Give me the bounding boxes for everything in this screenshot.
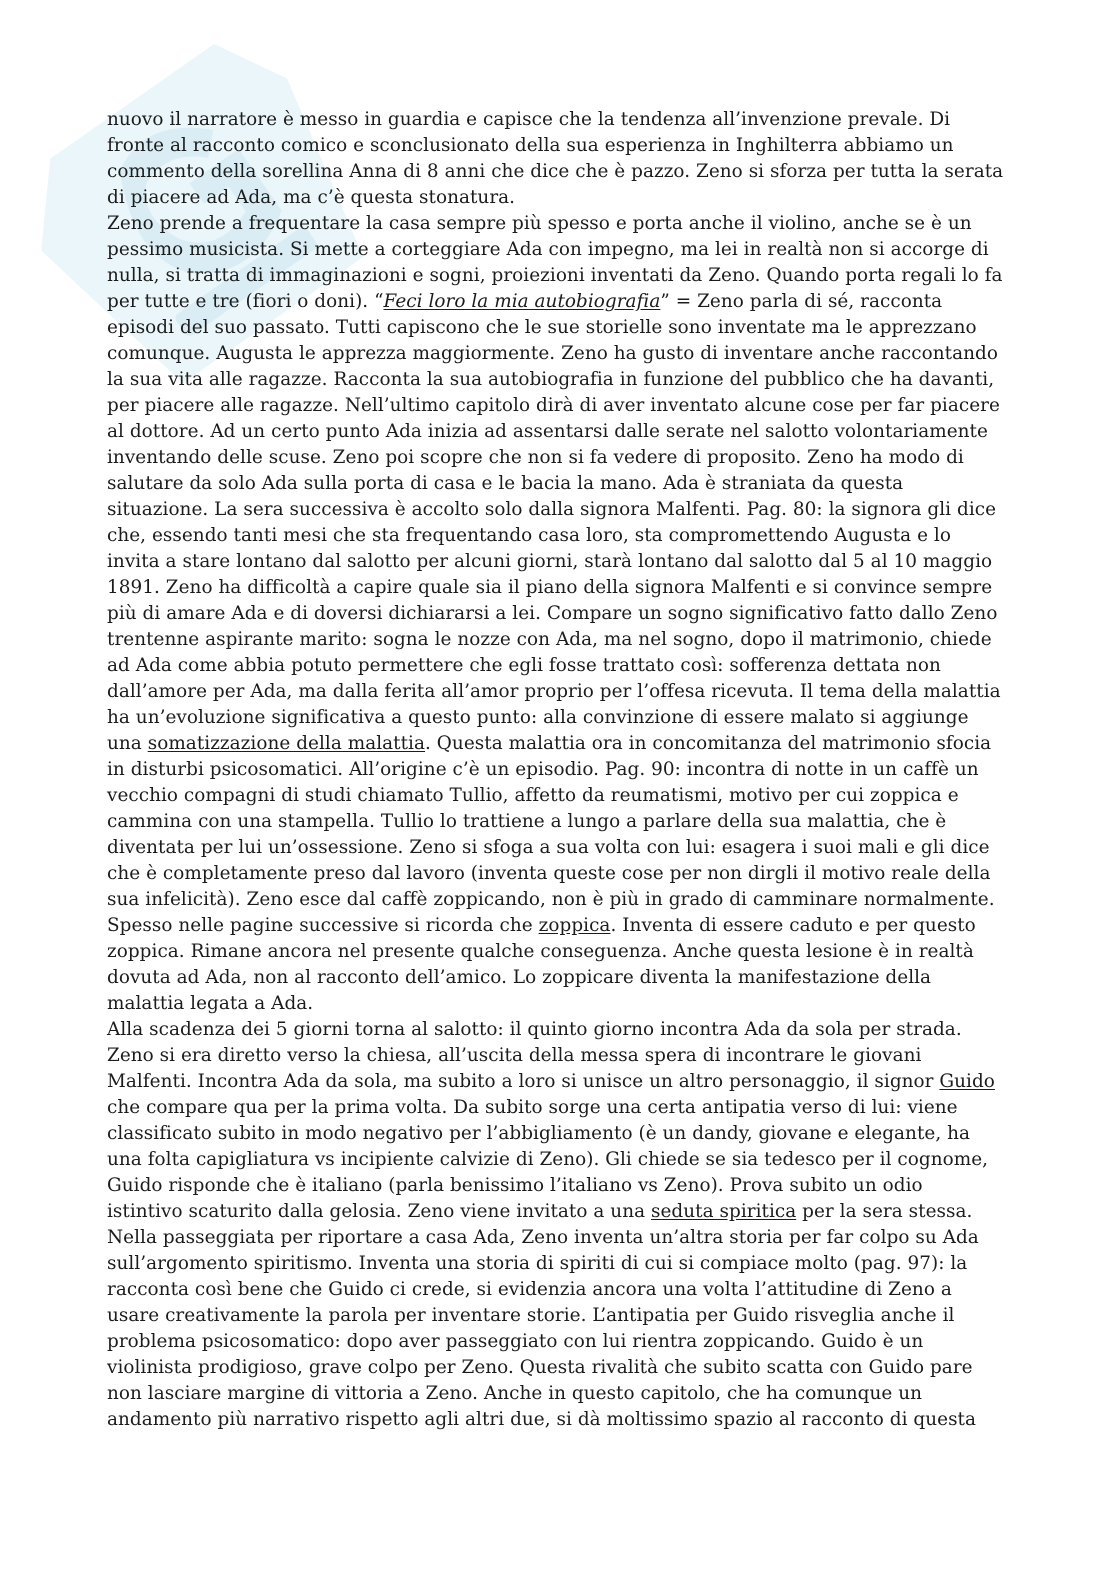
text-line <box>107 523 1007 549</box>
text-run: violinista prodigioso, grave colpo per Zeno. Questa rivalità che subito scatta con Guido pare <box>107 1357 973 1378</box>
text-run: usare creativamente la parola per inventare storie. L’antipatia per Guido risveglia anche il <box>107 1305 955 1326</box>
text-line <box>107 1147 1007 1173</box>
text-line <box>107 1095 1007 1121</box>
text-run: zoppica. Rimane ancora nel presente qualche conseguenza. Anche questa lesione è in realtà <box>107 941 974 962</box>
text-line <box>107 679 1007 705</box>
text-run: Malfenti. Incontra Ada da sola, ma subito a loro si unisce un altro personaggio, il signor <box>107 1071 940 1092</box>
text-run: problema psicosomatico: dopo aver passeggiato con lui rientra zoppicando. Guido è un <box>107 1331 924 1352</box>
text-run: la sua vita alle ragazze. Racconta la sua autobiografia in funzione del pubblico che ha davanti, <box>107 369 995 390</box>
text-run: non lasciare margine di vittoria a Zeno. Anche in questo capitolo, che ha comunque un <box>107 1383 922 1404</box>
text-line <box>107 1407 1007 1433</box>
text-run: Guido risponde che è italiano (parla benissimo l’italiano vs Zeno). Prova subito un odio <box>107 1175 923 1196</box>
text-run: sua infelicità). Zeno esce dal caffè zoppicando, non è più in grado di camminare normalmente. <box>107 889 995 910</box>
text-line <box>107 965 1007 991</box>
text-run: più di amare Ada e di doversi dichiararsi a lei. Compare un sogno significativo fatto dallo Zeno <box>107 603 998 624</box>
text-run: Alla scadenza dei 5 giorni torna al salotto: il quinto giorno incontra Ada da sola per strada. <box>107 1019 962 1040</box>
text-line <box>107 289 1007 315</box>
text-run: al dottore. Ad un certo punto Ada inizia ad assentarsi dalle serate nel salotto volontariamente <box>107 421 988 442</box>
text-run: nuovo il narratore è messo in guardia e capisce che la tendenza all’invenzione prevale. Di <box>107 109 951 130</box>
text-line <box>107 445 1007 471</box>
text-run: ad Ada come abbia potuto permettere che egli fosse trattato così: sofferenza dettata non <box>107 655 941 676</box>
text-line <box>107 419 1007 445</box>
paragraph <box>107 211 1007 1017</box>
emphasized-text: somatizzazione della malattia <box>147 733 426 754</box>
text-line <box>107 315 1007 341</box>
text-run: di piacere ad Ada, ma c’è questa stonatura. <box>107 187 516 208</box>
text-line <box>107 211 1007 237</box>
text-run: vecchio compagni di studi chiamato Tullio, affetto da reumatismi, motivo per cui zoppica e <box>107 785 959 806</box>
text-run: ha un’evoluzione significativa a questo punto: alla convinzione di essere malato si aggiunge <box>107 707 969 728</box>
text-run: malattia legata a Ada. <box>107 993 314 1014</box>
emphasized-text: zoppica <box>538 915 611 936</box>
emphasized-text: seduta spiritica <box>651 1201 797 1222</box>
text-run: per la sera stessa. <box>796 1201 973 1222</box>
text-run: comunque. Augusta le apprezza maggiormente. Zeno ha gusto di inventare anche raccontando <box>107 343 998 364</box>
text-run: che compare qua per la prima volta. Da subito sorge una certa antipatia verso di lui: viene <box>107 1097 958 1118</box>
text-line <box>107 575 1007 601</box>
text-line <box>107 601 1007 627</box>
text-run: commento della sorellina Anna di 8 anni che dice che è pazzo. Zeno si sforza per tutta la serata <box>107 161 1004 182</box>
paragraph <box>107 107 1007 211</box>
text-line <box>107 263 1007 289</box>
text-line <box>107 653 1007 679</box>
text-run: Nella passeggiata per riportare a casa Ada, Zeno inventa un’altra storia per far colpo su Ada <box>107 1227 979 1248</box>
text-run: situazione. La sera successiva è accolto solo dalla signora Malfenti. Pag. 80: la signora gli dice <box>107 499 997 520</box>
emphasized-text: Feci loro la mia autobiografia <box>383 291 661 312</box>
emphasized-text: Guido <box>939 1071 995 1092</box>
text-line <box>107 549 1007 575</box>
text-line <box>107 1043 1007 1069</box>
text-line <box>107 1251 1007 1277</box>
text-run: una folta capigliatura vs incipiente calvizie di Zeno). Gli chiede se sia tedesco per il cognome, <box>107 1149 989 1170</box>
text-run: cammina con una stampella. Tullio lo trattiene a lungo a parlare della sua malattia, che è <box>107 811 947 832</box>
text-line <box>107 341 1007 367</box>
text-run: Zeno prende a frequentare la casa sempre più spesso e porta anche il violino, anche se è un <box>107 213 972 234</box>
text-run: ” = Zeno parla di sé, racconta <box>660 291 943 312</box>
text-run: dall’amore per Ada, ma dalla ferita all’amor proprio per l’offesa ricevuta. Il tema della malattia <box>107 681 1001 702</box>
text-run: per tutte e tre (fiori o doni). “ <box>107 291 384 312</box>
text-line <box>107 913 1007 939</box>
text-line <box>107 471 1007 497</box>
text-line <box>107 887 1007 913</box>
text-line <box>107 627 1007 653</box>
text-run: salutare da solo Ada sulla porta di casa e le bacia la mano. Ada è straniata da questa <box>107 473 904 494</box>
text-line <box>107 185 1007 211</box>
text-line <box>107 757 1007 783</box>
text-run: racconta così bene che Guido ci crede, si evidenzia ancora una volta l’attitudine di Zeno a <box>107 1279 952 1300</box>
text-run: . Questa malattia ora in concomitanza del matrimonio sfocia <box>425 733 992 754</box>
text-run: trentenne aspirante marito: sogna le nozze con Ada, ma nel sogno, dopo il matrimonio, chiede <box>107 629 992 650</box>
text-run: . Inventa di essere caduto e per questo <box>610 915 976 936</box>
text-line <box>107 367 1007 393</box>
text-line <box>107 705 1007 731</box>
text-line <box>107 1329 1007 1355</box>
text-line <box>107 1225 1007 1251</box>
text-run: Zeno si era diretto verso la chiesa, all’uscita della messa spera di incontrare le giovani <box>107 1045 922 1066</box>
text-run: sull’argomento spiritismo. Inventa una storia di spiriti di cui si compiace molto (pag. 97): la <box>107 1253 968 1274</box>
text-run: 1891. Zeno ha difficoltà a capire quale sia il piano della signora Malfenti e si convince sempre <box>107 577 993 598</box>
text-line <box>107 159 1007 185</box>
text-run: invita a stare lontano dal salotto per alcuni giorni, starà lontano dal salotto dal 5 al 10 maggio <box>107 551 993 572</box>
text-line <box>107 1121 1007 1147</box>
text-line <box>107 1173 1007 1199</box>
paragraph <box>107 1017 1007 1433</box>
text-line <box>107 835 1007 861</box>
text-line <box>107 1277 1007 1303</box>
text-line <box>107 809 1007 835</box>
text-run: istintivo scaturito dalla gelosia. Zeno viene invitato a una <box>107 1201 652 1222</box>
text-run: pessimo musicista. Si mette a corteggiare Ada con impegno, ma lei in realtà non si accorge di <box>107 239 989 260</box>
text-run: diventata per lui un’ossessione. Zeno si sfoga a sua volta con lui: esagera i suoi mali e gli dice <box>107 837 990 858</box>
text-line <box>107 861 1007 887</box>
text-run: una <box>107 733 148 754</box>
text-run: fronte al racconto comico e sconclusionato della sua esperienza in Inghilterra abbiamo un <box>107 135 954 156</box>
text-line <box>107 991 1007 1017</box>
text-run: episodi del suo passato. Tutti capiscono che le sue storielle sono inventate ma le apprezzano <box>107 317 977 338</box>
text-line <box>107 939 1007 965</box>
text-run: inventando delle scuse. Zeno poi scopre che non si fa vedere di proposito. Zeno ha modo di <box>107 447 964 468</box>
text-line <box>107 497 1007 523</box>
text-run: nulla, si tratta di immaginazioni e sogni, proiezioni inventati da Zeno. Quando porta regali lo fa <box>107 265 1003 286</box>
text-line <box>107 1355 1007 1381</box>
text-run: che è completamente preso dal lavoro (inventa queste cose per non dirgli il motivo reale della <box>107 863 991 884</box>
text-line <box>107 1069 1007 1095</box>
text-run: classificato subito in modo negativo per l’abbigliamento (è un dandy, giovane e elegante, ha <box>107 1123 971 1144</box>
text-run: dovuta ad Ada, non al racconto dell’amico. Lo zoppicare diventa la manifestazione della <box>107 967 932 988</box>
text-line <box>107 731 1007 757</box>
text-run: Spesso nelle pagine successive si ricorda che <box>107 915 539 936</box>
text-line <box>107 1303 1007 1329</box>
body-text <box>107 107 1007 1433</box>
text-run: in disturbi psicosomatici. All’origine c’è un episodio. Pag. 90: incontra di notte in un caffè un <box>107 759 979 780</box>
text-line <box>107 237 1007 263</box>
text-run: che, essendo tanti mesi che sta frequentando casa loro, sta compromettendo Augusta e lo <box>107 525 951 546</box>
text-line <box>107 1381 1007 1407</box>
text-line <box>107 393 1007 419</box>
text-line <box>107 133 1007 159</box>
text-run: andamento più narrativo rispetto agli altri due, si dà moltissimo spazio al racconto di questa <box>107 1409 977 1430</box>
text-line <box>107 783 1007 809</box>
text-run: per piacere alle ragazze. Nell’ultimo capitolo dirà di aver inventato alcune cose per far piacere <box>107 395 1000 416</box>
text-line <box>107 1017 1007 1043</box>
text-line <box>107 107 1007 133</box>
text-line <box>107 1199 1007 1225</box>
